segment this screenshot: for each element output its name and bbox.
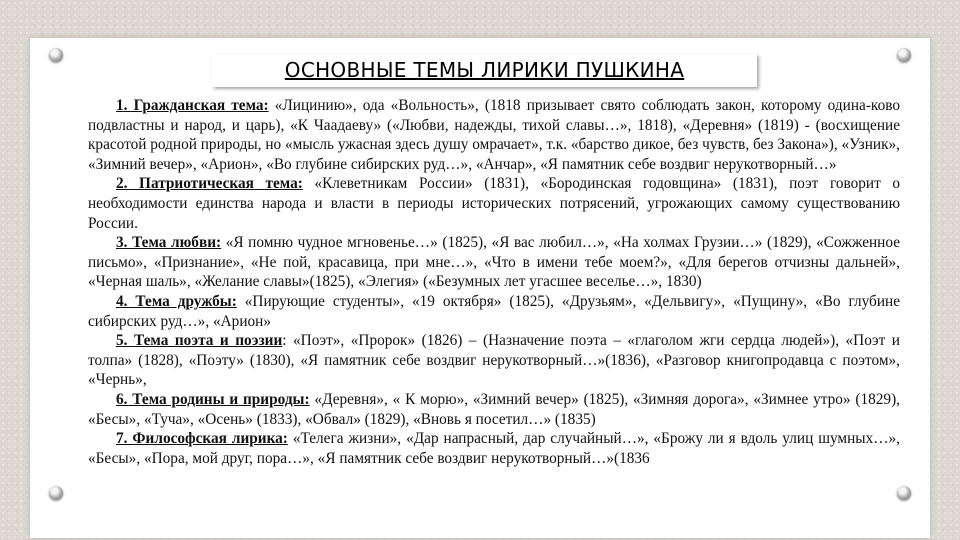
theme-paragraph [88,429,900,468]
theme-heading: 1. Гражданская тема: [116,97,269,114]
pin-icon [49,48,63,62]
theme-text: «Клеветникам России» (1831), «Бородинская годовщина» (1831), поэт говорит о необходимости единства народа и власти в периоды исторических потрясений, угрожающих самому существованию России. [88,175,901,232]
pin-icon [897,48,911,62]
theme-paragraph [88,292,900,331]
theme-text: «Пирующие студенты», «19 октября» (1825), «Друзьям», «Дельвигу», «Пущину», «Во глубине сибирских руд…», «Арион» [88,292,900,330]
theme-text: «Телега жизни», «Дар напрасный, дар случайный…», «Брожу ли я вдоль улиц шумных…», «Бесы», «Пора, мой друг, пора…», «Я памятник себе воздвиг нерукотворный…»(1836 [88,430,900,467]
theme-heading: 3. Тема любви: [116,234,222,252]
themes-list [88,96,900,468]
theme-heading: 4. Тема дружбы: [116,292,237,310]
theme-text: «Я помню чудное мгновенье…» (1825), «Я вас любил…», «На холмах Грузии…» (1829), «Сожженное письмо», «Признание», «Не пой, красавица, при мне…», «Что в имени тебе моем?», «Для берегов отчизны дальней», «Черная шаль», «Желание славы»(1825), «Элегия» («Безумных лет угасшее веселье…», 1830) [88,234,900,291]
pin-icon [49,486,63,500]
theme-heading: 2. Патриотическая тема: [116,175,303,193]
theme-text: «Деревня», « К морю», «Зимний вечер» (1825), «Зимняя дорога», «Зимнее утро» (1829), «Бесы», «Туча», «Осень» (1833), «Обвал» (1829), «Вновь я посетил…» (1835) [88,390,900,428]
theme-text: : «Поэт», «Пророк» (1826) – (Назначение поэта – «глаголом жги сердца людей»), «Поэт и толпа» (1828), «Поэту» (1830), «Я памятник себе воздвиг нерукотворный…»(1836), «Разговор книгопродавца с поэтом», «Чернь», [88,332,900,389]
theme-heading: 7. Философская лирика: [116,430,288,448]
pin-icon [897,486,911,500]
theme-heading: 6. Тема родины и природы: [116,390,310,408]
theme-heading: 5. Тема поэта и поэзии [116,332,283,350]
theme-text: «Лицинию», ода «Вольность», (1818 призывает свято соблюдать закон, которому одина-ково подвластны и народ, и царь), «К Чаадаеву» («Любви, надежды, тихой славы…», 1818), «Деревня» (1819) - (восхищение красотой родной природы, но «мысль ужасная здесь душу омрачает», т.к. «барство дикое, без чувств, без Закона»), «Узник», «Зимний вечер», «Арион», «Во глубине сибирских руд…», «Анчар», «Я памятник себе воздвиг нерукотворный…» [88,97,900,173]
theme-paragraph [88,174,900,233]
theme-paragraph [88,331,900,390]
theme-paragraph [88,390,900,429]
theme-paragraph [88,233,900,292]
theme-paragraph [88,96,900,174]
slide-title: ОСНОВНЫЕ ТЕМЫ ЛИРИКИ ПУШКИНА [212,54,757,87]
